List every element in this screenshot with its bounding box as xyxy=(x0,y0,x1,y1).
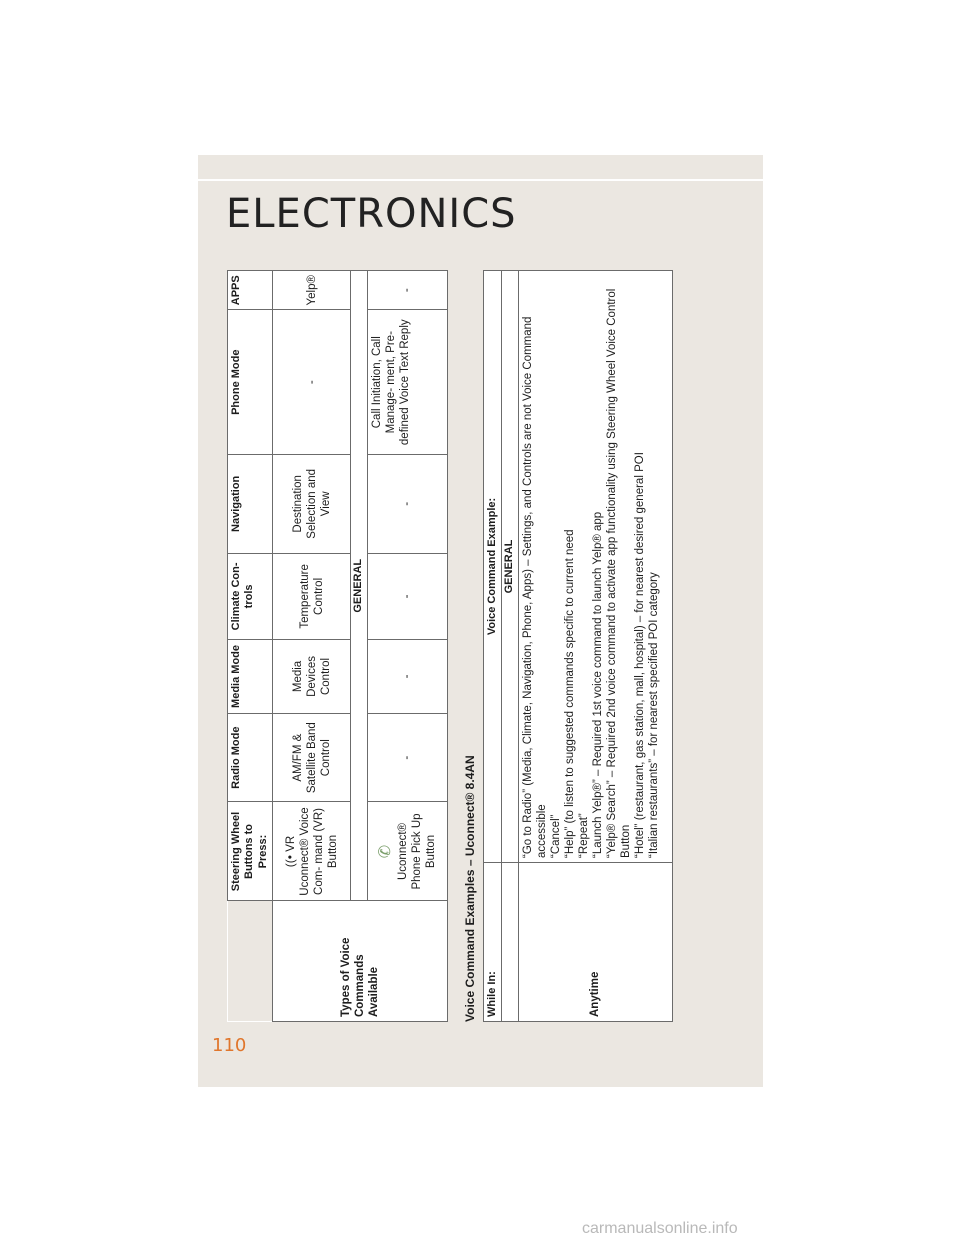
cell-apps: - xyxy=(367,271,447,310)
header-empty xyxy=(228,901,273,1022)
cell-navigation: Destination Selection and View xyxy=(273,454,351,553)
voice-examples-table xyxy=(483,270,673,1022)
cell-media: Media Devices Control xyxy=(273,640,351,714)
general-row xyxy=(502,271,518,1022)
command-item: “Yelp® Search” – Required 2nd voice command to activate app functionality using Steering Wheel Voice Control Button xyxy=(605,288,632,858)
header-climate: Climate Con- trols xyxy=(228,553,273,639)
voice-commands-table xyxy=(227,270,448,1022)
voice-recognition-icon: ((• xyxy=(283,855,298,868)
rotated-content xyxy=(227,270,677,1022)
header-navigation: Navigation xyxy=(228,454,273,553)
table-row xyxy=(273,271,351,1022)
cell-radio: AM/FM & Satellite Band Control xyxy=(273,713,351,802)
cell-climate: Temperature Control xyxy=(273,553,351,639)
table-row xyxy=(518,271,672,1022)
command-item: “Cancel” xyxy=(549,814,562,858)
vr-button-label: VR Uconnect® Voice Com- mand (VR) Button xyxy=(285,807,340,896)
command-item: “Help” (to listen to suggested commands specific to current need xyxy=(563,529,576,858)
cell-media: - xyxy=(367,640,447,714)
section-title: Voice Command Examples – Uconnect® 8.4AN xyxy=(463,755,477,1022)
cell-phone: - xyxy=(273,310,351,455)
row-label: Types of Voice Commands Available xyxy=(273,901,447,1022)
header-while-in: While In: xyxy=(484,863,502,1022)
cell-radio: - xyxy=(367,713,447,802)
header-media: Media Mode xyxy=(228,640,273,714)
phone-button-cell xyxy=(367,802,447,901)
general-label: GENERAL xyxy=(351,271,367,902)
command-item: “Hotel” (restaurant, gas station, mall, hospital) – for nearest desired general POI xyxy=(633,452,646,858)
cell-navigation: - xyxy=(367,454,447,553)
command-item: “Launch Yelp®” – Required 1st voice command to launch Yelp® app xyxy=(591,511,604,858)
row-label-anytime: Anytime xyxy=(518,863,672,1022)
header-steering: Steering Wheel Buttons to Press: xyxy=(228,802,273,901)
command-item: “Italian restaurants” – for nearest specified POI category xyxy=(647,572,660,858)
general-label: GENERAL xyxy=(502,271,518,863)
cell-phone: Call Initiation, Call Manage- ment, Pre- defined Voice Text Reply xyxy=(367,310,447,455)
cell-climate: - xyxy=(367,553,447,639)
page-number: 110 xyxy=(212,1035,247,1056)
vr-button-cell xyxy=(273,802,351,901)
command-item: “Go to Radio” (Media, Climate, Navigation, Phone, Apps) – Settings, and Controls are not Voice Command accessible xyxy=(521,316,548,858)
table-header-row xyxy=(484,271,502,1022)
table-header-row xyxy=(228,271,273,1022)
general-spacer xyxy=(502,863,518,1022)
cell-apps: Yelp® xyxy=(273,271,351,310)
header-rule xyxy=(198,179,763,181)
phone-button-label: Uconnect® Phone Pick Up Button xyxy=(396,813,437,890)
header-example: Voice Command Example: xyxy=(484,271,502,863)
header-apps: APPS xyxy=(228,271,273,310)
commands-cell xyxy=(518,271,672,863)
command-item: “Repeat” xyxy=(577,813,590,858)
header-phone: Phone Mode xyxy=(228,310,273,455)
watermark: carmanualsonline.info xyxy=(582,1220,738,1237)
header-radio: Radio Mode xyxy=(228,713,273,802)
phone-icon: ✆ xyxy=(377,844,395,859)
section-header: ELECTRONICS xyxy=(226,191,517,237)
